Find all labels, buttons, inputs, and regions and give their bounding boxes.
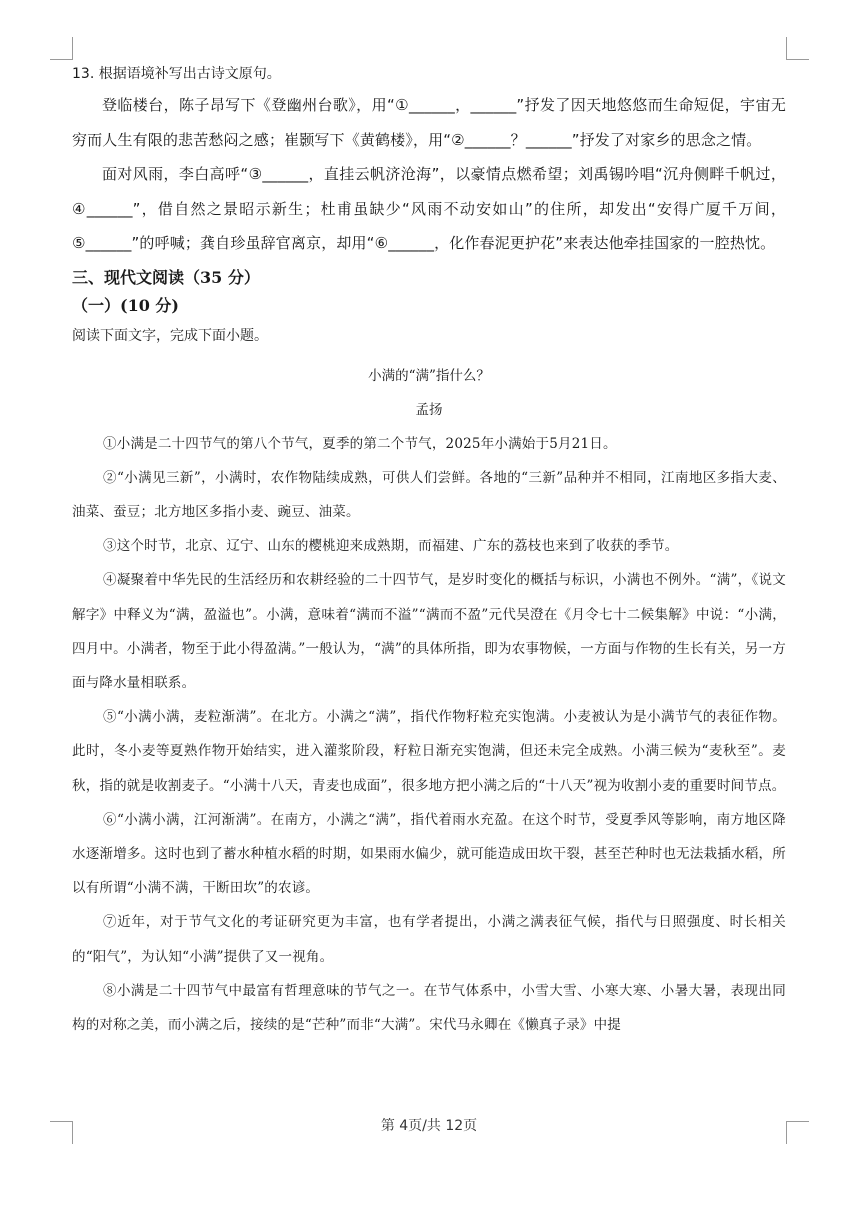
section-heading: 三、现代文阅读（35 分） (72, 267, 260, 287)
article-paragraph-6: ⑥“小满小满，江河渐满”。在南方，小满之“满”，指代着雨水充盈。在这个时节，受夏季风等影响，南方地区降水逐渐增多。这时也到了蓄水种植水稻的时期，如果雨水偏少，就可能造成田坎干裂，甚至芒种时也无法栽插水稻，所以有所谓“小满不满，干断田坎”的农谚。 (72, 811, 786, 897)
page-footer: 第 4页/共 12页 (380, 1118, 478, 1134)
article-paragraph-5: ⑤“小满小满，麦粒渐满”。在北方。小满之“满”，指代作物籽粒充实饱满。小麦被认为是小满节气的表征作物。此时，冬小麦等夏熟作物开始结实，进入灌浆阶段，籽粒日渐充实饱满，但还未完全成熟。小满三候为“麦秋至”。麦秋，指的就是收割麦子。“小满十八天，青麦也成面”，很多地方把小满之后的“十八天”视为收割小麦的重要时间节点。 (72, 709, 786, 794)
question-paragraph-1: 登临楼台，陈子昂写下《登幽州台歌》，用“①______，______”抒发了因天地悠悠而生命短促，宇宙无穷而人生有限的悲苦愁闷之感；崔颢写下《黄鹤楼》，用“②______？______”抒发了对家乡的思念之情。 (72, 96, 786, 149)
article-title: 小满的“满”指什么？ (368, 367, 490, 384)
article-paragraph-4: ④凝聚着中华先民的生活经历和农耕经验的二十四节气，是岁时变化的概括与标识，小满也不例外。“满”，《说文解字》中释义为“满，盈溢也”。小满，意味着“满而不溢”“满而不盈”元代吴澄在《月令七十二候集解》中说：“小满，四月中。小满者，物至于此小得盈满。”一般认为，“满”的具体所指，即为农事物候，一方面与作物的生长有关，另一方面与降水量相联系。 (72, 572, 786, 691)
section-sub-heading: （一）(10 分) (72, 295, 179, 315)
crop-mark-top-left (50, 37, 73, 60)
article-paragraph-3: ③这个时节，北京、辽宁、山东的樱桃迎来成熟期，而福建、广东的荔枝也来到了收获的季节。 (103, 538, 679, 555)
question-paragraph-2: 面对风雨，李白高呼“③______，直挂云帆济沧海”，以豪情点燃希望；刘禹锡吟唱“沉舟侧畔千帆过，④______”，借自然之景昭示新生；杜甫虽缺少“风雨不动安如山”的住所，却发出“安得广厦千万间，⑤______”的呼喊；龚自珍虽辞官离京，却用“⑥______，化作春泥更护花”来表达他牵挂国家的一腔热忱。 (72, 165, 786, 252)
crop-mark-top-right (786, 37, 809, 60)
article-paragraph-1: ①小满是二十四节气的第八个节气，夏季的第二个节气，2025年小满始于5月21日。 (103, 435, 617, 452)
question-title: 13. 根据语境补写出古诗文原句。 (72, 66, 281, 82)
section-instruction: 阅读下面文字，完成下面小题。 (72, 327, 268, 344)
article-paragraph-2: ②“小满见三新”，小满时，农作物陆续成熟，可供人们尝鲜。各地的“三新”品种并不相同，江南地区多指大麦、油菜、蚕豆；北方地区多指小麦、豌豆、油菜。 (72, 469, 786, 520)
article-author: 孟扬 (415, 401, 443, 418)
article-paragraph-8: ⑧小满是二十四节气中最富有哲理意味的节气之一。在节气体系中，小雪大雪、小寒大寒、小暑大暑，表现出同构的对称之美，而小满之后，接续的是“芒种”而非“大满”。宋代马永卿在《懒真子录》中提 (72, 982, 786, 1033)
article-paragraph-7: ⑦近年，对于节气文化的考证研究更为丰富，也有学者提出，小满之满表征气候，指代与日照强度、时长相关的“阳气”，为认知“小满”提供了又一视角。 (72, 914, 786, 965)
page-content (72, 60, 786, 1042)
